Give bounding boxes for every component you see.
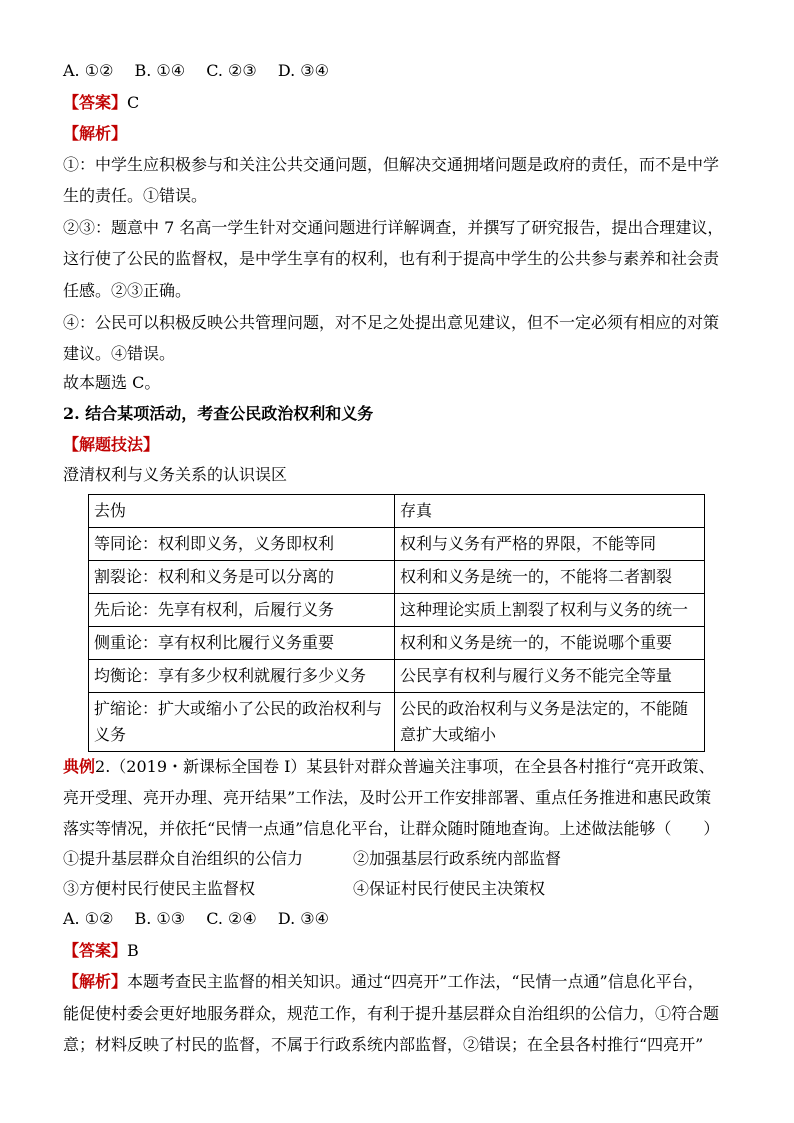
example-analysis-line: 意；材料反映了村民的监督，不属于行政系统内部监督，②错误；在全县各村推行“四亮开” bbox=[63, 1035, 704, 1054]
example-choices: A. ①② B. ①③ C. ②④ D. ③④ bbox=[63, 909, 329, 928]
example-intro bbox=[63, 757, 715, 777]
table-row bbox=[89, 561, 705, 594]
table-row bbox=[89, 693, 705, 752]
q1-analysis-line: ②③：题意中 7 名高一学生针对交通问题进行详解调查，并撰写了研究报告，提出合理建议， bbox=[63, 218, 724, 237]
q1-analysis-line: 这行使了公民的监督权，是中学生享有的权利，也有利于提高中学生的公共参与素养和社会责 bbox=[63, 249, 720, 268]
table-cell: 均衡论：享有多少权利就履行多少义务 bbox=[89, 660, 395, 693]
example-option: ②加强基层行政系统内部监督 bbox=[353, 849, 562, 868]
comparison-table bbox=[88, 494, 705, 752]
table-intro: 澄清权利与义务关系的认识误区 bbox=[63, 465, 288, 484]
table-cell: 扩缩论：扩大或缩小了公民的政治权利与义务 bbox=[89, 693, 395, 752]
table-cell: 这种理论实质上割裂了权利与义务的统一 bbox=[395, 594, 705, 627]
section-heading: 2. 结合某项活动，考查公民政治权利和义务 bbox=[63, 404, 374, 423]
example-line: 亮开受理、亮开办理、亮开结果”工作法，及时公开工作安排部署、重点任务推进和惠民政策 bbox=[63, 788, 712, 807]
q1-answer bbox=[63, 93, 139, 113]
answer-value: C bbox=[127, 93, 140, 112]
q1-analysis-line: ①：中学生应积极参与和关注公共交通问题，但解决交通拥堵问题是政府的责任，而不是中学 bbox=[63, 155, 720, 174]
table-cell: 侧重论：享有权利比履行义务重要 bbox=[89, 627, 395, 660]
table-cell: 先后论：先享有权利，后履行义务 bbox=[89, 594, 395, 627]
table-cell: 公民的政治权利与义务是法定的，不能随意扩大或缩小 bbox=[395, 693, 705, 752]
example-analysis-line: 能促使村委会更好地服务群众，规范工作，有利于提升基层群众自治组织的公信力，①符合题 bbox=[63, 1004, 720, 1023]
example-answer bbox=[63, 941, 139, 961]
q1-analysis-line: ④：公民可以积极反映公共管理问题，对不足之处提出意见建议，但不一定必须有相应的对策 bbox=[63, 313, 720, 332]
table-row bbox=[89, 660, 705, 693]
analysis-label: 【解析】 bbox=[63, 972, 128, 991]
q1-choices: A. ①② B. ①④ C. ②③ D. ③④ bbox=[63, 61, 329, 80]
table-row bbox=[89, 528, 705, 561]
example-line: 落实等情况，并依托“民情一点通”信息化平台，让群众随时随地查询。上述做法能够（ ） bbox=[63, 819, 720, 838]
answer-label: 【答案】 bbox=[63, 941, 128, 960]
example-option: ①提升基层群众自治组织的公信力 bbox=[63, 849, 304, 868]
q1-analysis-label: 【解析】 bbox=[63, 124, 128, 143]
example-option: ③方便村民行使民主监督权 bbox=[63, 879, 256, 898]
table-header-row bbox=[89, 495, 705, 528]
table-row bbox=[89, 627, 705, 660]
table-cell: 等同论：权利即义务，义务即权利 bbox=[89, 528, 395, 561]
example-label: 典例 bbox=[63, 757, 96, 776]
table-header-cell: 去伪 bbox=[89, 495, 395, 528]
q1-analysis-line: 建议。④错误。 bbox=[63, 344, 176, 363]
example-text: 2.（2019・新课标全国卷 I）某县针对群众普遍关注事项，在全县各村推行“亮开政策、 bbox=[95, 757, 715, 776]
tips-label: 【解题技法】 bbox=[63, 435, 160, 454]
example-option: ④保证村民行使民主决策权 bbox=[353, 879, 546, 898]
analysis-text: 本题考查民主监督的相关知识。通过“四亮开”工作法，“民情一点通”信息化平台， bbox=[127, 972, 704, 991]
q1-analysis-line: 任感。②③正确。 bbox=[63, 281, 192, 300]
table-cell: 权利和义务是统一的，不能说哪个重要 bbox=[395, 627, 705, 660]
table-header-cell: 存真 bbox=[395, 495, 705, 528]
q1-analysis-line: 故本题选 C。 bbox=[63, 373, 161, 392]
answer-value: B bbox=[127, 941, 139, 960]
q1-analysis-line: 生的责任。①错误。 bbox=[63, 186, 208, 205]
table-cell: 权利与义务有严格的界限，不能等同 bbox=[395, 528, 705, 561]
example-analysis bbox=[63, 972, 704, 992]
table-cell: 权利和义务是统一的，不能将二者割裂 bbox=[395, 561, 705, 594]
answer-label: 【答案】 bbox=[63, 93, 128, 112]
table-row bbox=[89, 594, 705, 627]
table-cell: 公民享有权利与履行义务不能完全等量 bbox=[395, 660, 705, 693]
table-cell: 割裂论：权利和义务是可以分离的 bbox=[89, 561, 395, 594]
